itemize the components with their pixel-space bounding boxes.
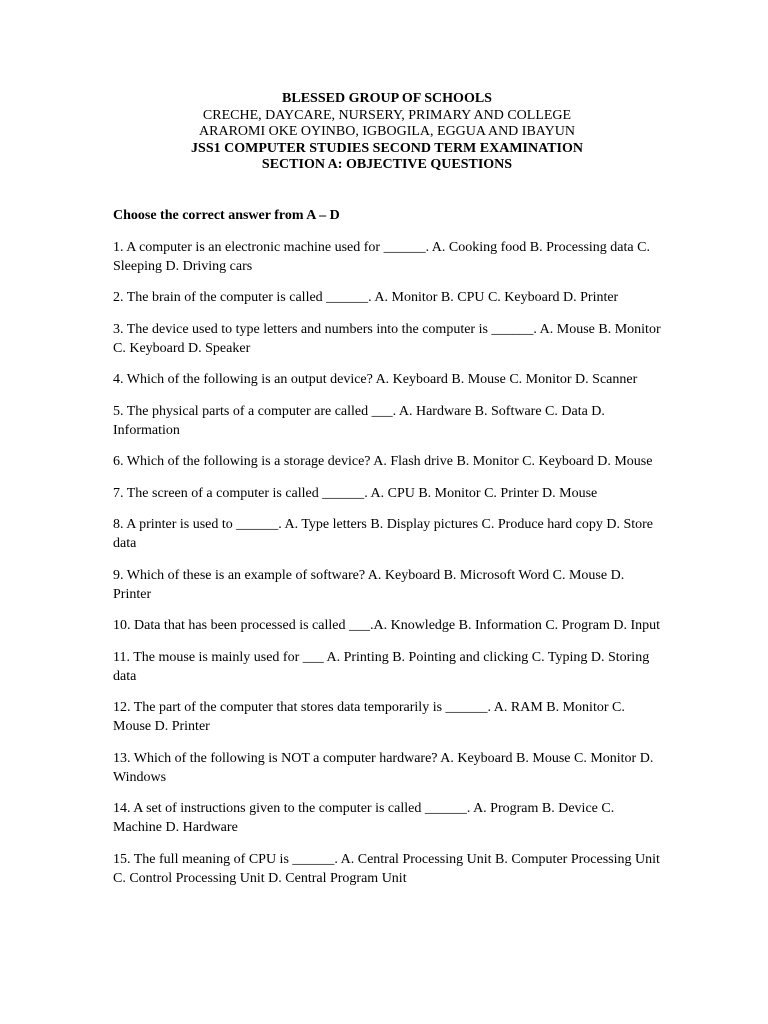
question-9: 9. Which of these is an example of software? A. Keyboard B. Microsoft Word C. Mouse D. Printer — [113, 567, 625, 602]
question-10: 10. Data that has been processed is called ___.A. Knowledge B. Information C. Program D. Input — [113, 618, 661, 633]
question-13: 13. Which of the following is NOT a computer hardware? A. Keyboard B. Mouse C. Monitor D. Windows — [113, 750, 654, 785]
question-5: 5. The physical parts of a computer are called ___. A. Hardware B. Software C. Data D. Information — [113, 403, 605, 438]
question-1: 1. A computer is an electronic machine used for ______. A. Cooking food B. Processing data C. Sleeping D. Driving cars — [113, 239, 650, 274]
exam-page — [113, 91, 661, 900]
question-12: 12. The part of the computer that stores data temporarily is ______. A. RAM B. Monitor C. Mouse D. Printer — [113, 700, 625, 734]
question-2: 2. The brain of the computer is called ______. A. Monitor B. CPU C. Keyboard D. Printer — [113, 290, 619, 305]
exam-title: JSS1 COMPUTER STUDIES SECOND TERM EXAMINATION — [191, 140, 583, 156]
question-4: 4. Which of the following is an output device? A. Keyboard B. Mouse C. Monitor D. Scanner — [113, 372, 638, 387]
document-header — [113, 91, 661, 174]
question-11: 11. The mouse is mainly used for ___ A. Printing B. Pointing and clicking C. Typing D. Storing data — [113, 649, 650, 684]
question-8: 8. A printer is used to ______. A. Type letters B. Display pictures C. Produce hard copy D. Store data — [113, 517, 654, 551]
question-15: 15. The full meaning of CPU is ______. A. Central Processing Unit B. Computer Processing Unit C. Control Processing Unit D. Central Program Unit — [113, 851, 660, 886]
question-list — [113, 238, 661, 888]
question-3: 3. The device used to type letters and numbers into the computer is ______. A. Mouse B. Monitor C. Keyboard D. Speaker — [113, 321, 661, 356]
question-6: 6. Which of the following is a storage device? A. Flash drive B. Monitor C. Keyboard D. Mouse — [113, 454, 653, 469]
school-name: BLESSED GROUP OF SCHOOLS — [282, 91, 492, 106]
school-locations: ARAROMI OKE OYINBO, IGBOGILA, EGGUA AND IBAYUN — [199, 124, 575, 139]
question-14: 14. A set of instructions given to the computer is called ______. A. Program B. Device C. Machine D. Hardware — [113, 801, 615, 835]
instruction-text: Choose the correct answer from A – D — [113, 207, 340, 223]
section-title: SECTION A: OBJECTIVE QUESTIONS — [261, 157, 513, 172]
school-levels: CRECHE, DAYCARE, NURSERY, PRIMARY AND COLLEGE — [202, 107, 572, 123]
question-7: 7. The screen of a computer is called ______. A. CPU B. Monitor C. Printer D. Mouse — [113, 485, 598, 501]
